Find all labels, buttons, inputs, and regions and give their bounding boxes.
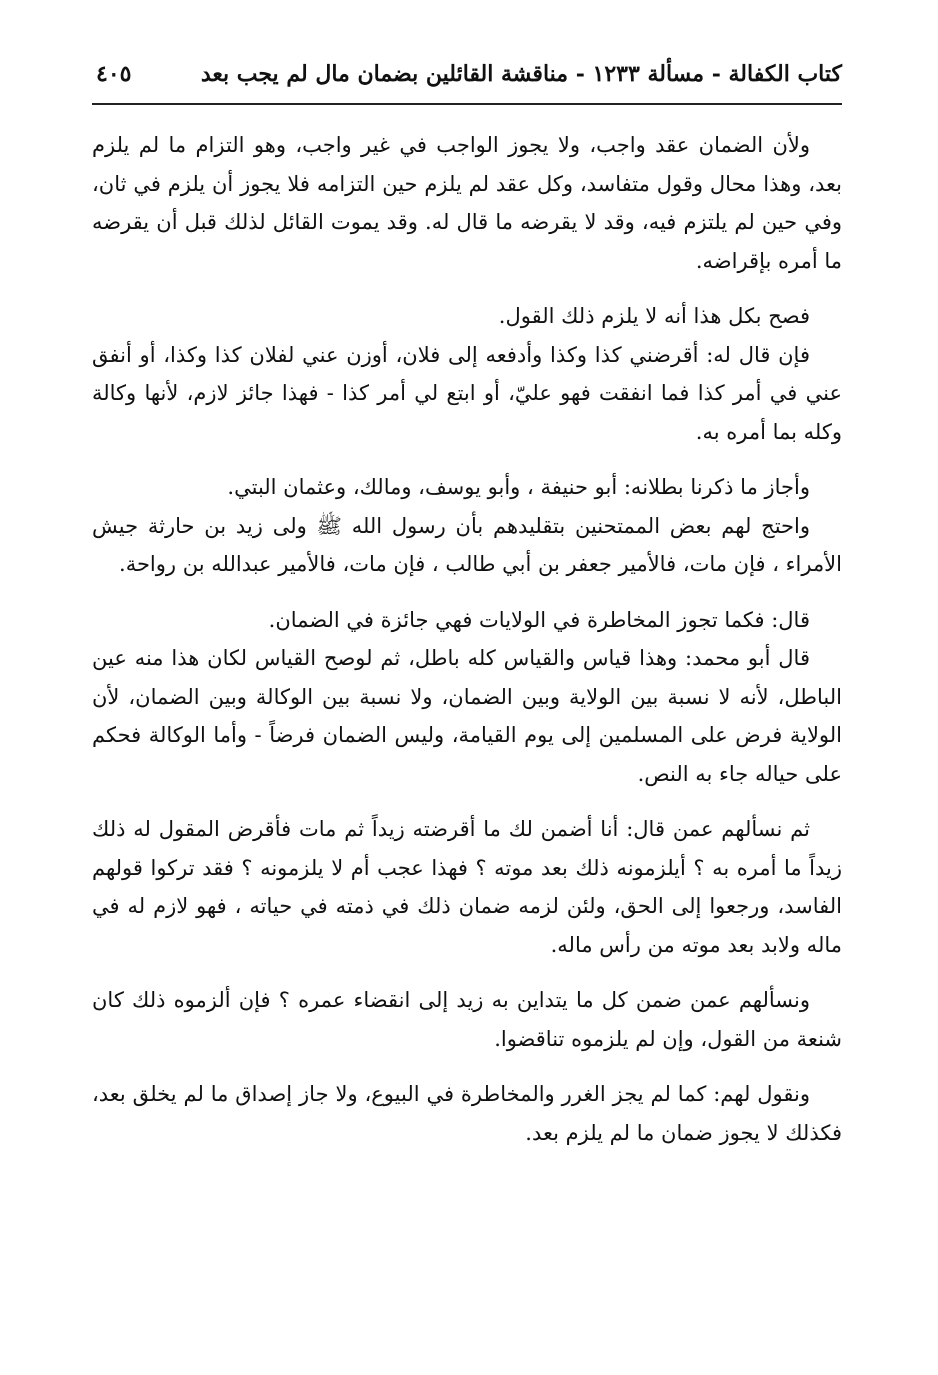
paragraph: ثم نسألهم عمن قال: أنا أضمن لك ما أقرضته زيداً ثم مات فأقرض المقول له ذلك زيداً ما أمره به ؟ أيلزمونه ذلك بعد موته ؟ فهذا عجب أم لا يلزمونه ؟ فقد تركوا قولهم الفاسد، ورجعوا إلى الحق، ولئن لزمه ضمان ذلك في ذمته في حياته ، فهو لازم له في ماله ولابد بعد موته من رأس ماله. — [92, 817, 842, 957]
paragraph: ونسألهم عمن ضمن كل ما يتداين به زيد إلى انقضاء عمره ؟ فإن ألزموه ذلك كان شنعة من القول، وإن لم يلزموه تناقضوا. — [92, 988, 842, 1051]
page-number: ٤٠٥ — [96, 61, 132, 87]
paragraph: فصح بكل هذا أنه لا يلزم ذلك القول. — [498, 304, 810, 328]
page-header — [96, 52, 842, 96]
running-title: كتاب الكفالة - مسألة ١٢٣٣ - مناقشة القائلين بضمان مال لم يجب بعد — [200, 61, 842, 87]
paragraph: قال أبو محمد: وهذا قياس والقياس كله باطل، ثم لوصح القياس لكان هذا منه عين الباطل، لأنه لا نسبة بين الولاية وبين الضمان، ولا نسبة بين الوكالة وبين الضمان، لأن الولاية فرض على المسلمين إلى يوم القيامة، وليس الضمان فرضاً - وأما الوكالة فحكم على حياله جاء به النص. — [92, 646, 842, 786]
paragraph: ولأن الضمان عقد واجب، ولا يجوز الواجب في غير واجب، وهو التزام ما لم يلزم بعد، وهذا محال وقول متفاسد، وكل عقد لم يلزم حين التزامه فلا يجوز أن يلزم في ثان، وفي حين لم يلتزم فيه، وقد لا يقرضه ما قال له. وقد يموت القائل لذلك قبل أن يقرضه ما أمره بإقراضه. — [92, 133, 842, 273]
paragraph: ونقول لهم: كما لم يجز الغرر والمخاطرة في البيوع، ولا جاز إصداق ما لم يخلق بعد، فكذلك لا يجوز ضمان ما لم يلزم بعد. — [92, 1082, 842, 1145]
paragraph: قال: فكما تجوز المخاطرة في الولايات فهي جائزة في الضمان. — [268, 607, 810, 632]
paragraph: وأجاز ما ذكرنا بطلانه: أبو حنيفة ، وأبو يوسف، ومالك، وعثمان البتي. — [227, 475, 810, 499]
header-rule — [92, 103, 842, 105]
page-body — [92, 126, 842, 1152]
paragraph: فإن قال له: أقرضني كذا وكذا وأدفعه إلى فلان، أوزن عني لفلان كذا وكذا، أو أنفق عني في أمر كذا فما انفقت فهو عليّ، أو ابتع لي أمر كذا - فهذا جائز لازم، لأنها وكالة وكله بما أمره به. — [92, 342, 842, 444]
paragraph: واحتج لهم بعض الممتحنين بتقليدهم بأن رسول الله ﷺ ولى زيد بن حارثة جيش الأمراء ، فإن مات، فالأمير جعفر بن أبي طالب ، فإن مات، فالأمير عبدالله بن رواحة. — [92, 513, 842, 576]
